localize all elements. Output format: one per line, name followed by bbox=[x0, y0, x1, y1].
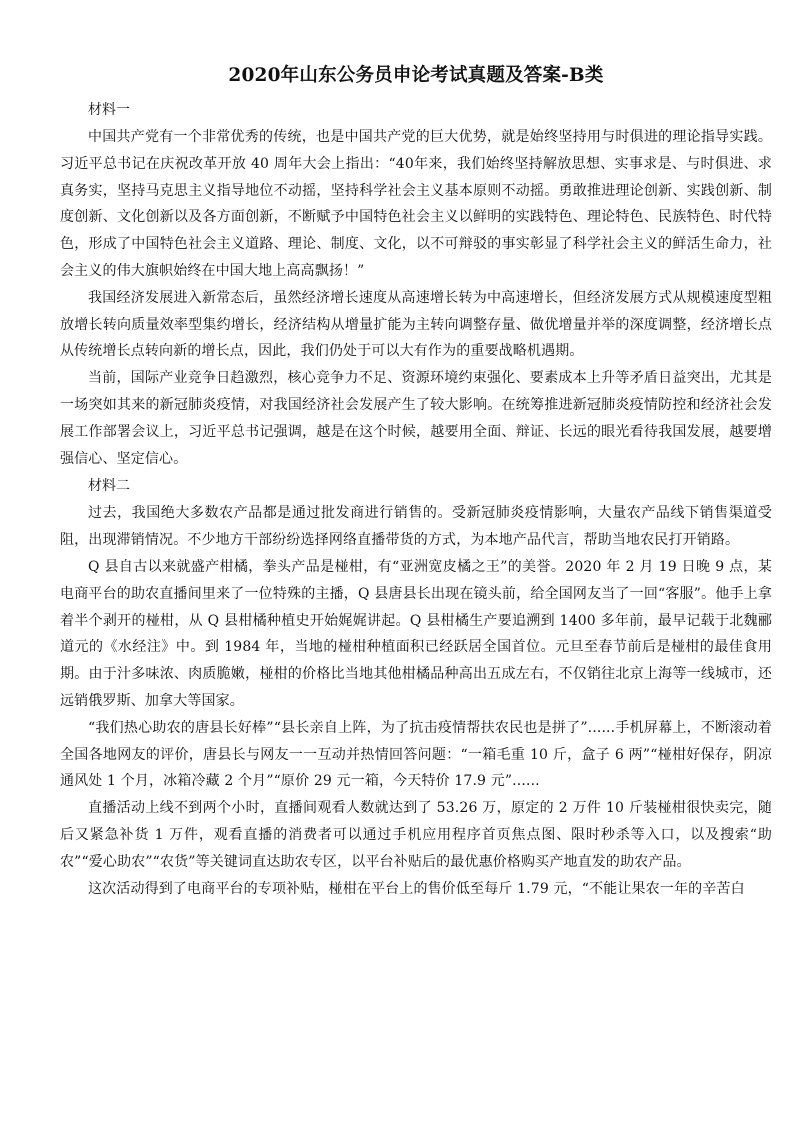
paragraph: 这次活动得到了电商平台的专项补贴，椪柑在平台上的售价低至每斤 1.79 元，“不能让果农一年的辛苦白 bbox=[88, 880, 745, 897]
document-page bbox=[60, 62, 772, 902]
paragraph: 我国经济发展进入新常态后，虽然经济增长速度从高速增长转为中高速增长，但经济发展方式从规模速度型粗放增长转向质量效率型集约增长，经济结构从增量扩能为主转向调整存量、做优增量并举的深度调整，经济增长点从传统增长点转向新的增长点，因此，我们仍处于可以大有作为的重要战略机遇期。 bbox=[60, 289, 772, 360]
paragraph: 过去，我国绝大多数农产品都是通过批发商进行销售的。受新冠肺炎疫情影响，大量农产品线下销售渠道受阻，出现滞销情况。不少地方干部纷纷选择网络直播带货的方式，为本地产品代言，帮助当地农民打开销路。 bbox=[60, 505, 772, 549]
section-heading: 材料一 bbox=[88, 102, 130, 118]
material-two-section bbox=[60, 472, 772, 902]
material-one-section bbox=[60, 96, 772, 472]
document-title: 2020年山东公务员申论考试真题及答案-B类 bbox=[228, 65, 604, 86]
paragraph: Q 县自古以来就盛产柑橘，拳头产品是椪柑，有“亚洲宽皮橘之王”的美誉。2020 年 2 月 19 日晚 9 点，某电商平台的助农直播间里来了一位特殊的主播，Q 县唐县长出现在镜头前，给全国网友当了一回“客服”。他手上拿着半个剥开的椪柑，从 Q 县柑橘种植史开始娓娓讲起。Q 县柑橘生产要追溯到 1400 多年前，最早记载于北魏郦道元的《水经注》中。到 1984 年，当地的椪柑种植面积已经跃居全国首位。元旦至春节前后是椪柑的最佳食用期。由于汁多味浓、肉质脆嫩，椪柑的价格比当地其他柑橘品种高出五成左右，不仅销往北京上海等一线城市，还远销俄罗斯、加拿大等国家。 bbox=[60, 558, 772, 709]
paragraph: 中国共产党有一个非常优秀的传统，也是中国共产党的巨大优势，就是始终坚持用与时俱进的理论指导实践。习近平总书记在庆祝改革开放 40 周年大会上指出：“40年来，我们始终坚持解放思想、实事求是、与时俱进、求真务实，坚持马克思主义指导地位不动摇，坚持科学社会主义基本原则不动摇。勇敢推进理论创新、实践创新、制度创新、文化创新以及各方面创新，不断赋予中国特色社会主义以鲜明的实践特色、理论特色、民族特色、时代特色，形成了中国特色社会主义道路、理论、制度、文化，以不可辩驳的事实彰显了科学社会主义的鲜活生命力，社会主义的伟大旗帜始终在中国大地上高高飘扬！” bbox=[60, 129, 772, 279]
paragraph: “我们热心助农的唐县长好棒”“县长亲自上阵，为了抗击疫情帮扶农民也是拼了”......手机屏幕上，不断滚动着全国各地网友的评价，唐县长与网友一一互动并热情回答问题：“一箱毛重 10 斤，盒子 6 两”“椪柑好保存，阴凉通风处 1 个月，冰箱冷藏 2 个月”“原价 29 元一箱，今天特价 17.9 元”...... bbox=[60, 719, 772, 790]
paragraph: 直播活动上线不到两个小时，直播间观看人数就达到了 53.26 万，原定的 2 万件 10 斤装椪柑很快卖完，随后又紧急补货 1 万件，观看直播的消费者可以通过手机应用程序首页焦点图、限时秒杀等入口，以及搜索“助农”“爱心助农”“农货”等关键词直达助农专区，以平台补贴后的最优惠价格购买产地直发的助农产品。 bbox=[60, 800, 772, 870]
section-heading: 材料二 bbox=[88, 478, 130, 495]
paragraph: 当前，国际产业竞争日趋激烈，核心竞争力不足、资源环境约束强化、要素成本上升等矛盾日益突出，尤其是一场突如其来的新冠肺炎疫情，对我国经济社会发展产生了较大影响。在统筹推进新冠肺炎疫情防控和经济社会发展工作部署会议上，习近平总书记强调，越是在这个时候，越要用全面、辩证、长远的眼光看待我国发展，越要增强信心、坚定信心。 bbox=[60, 370, 772, 467]
